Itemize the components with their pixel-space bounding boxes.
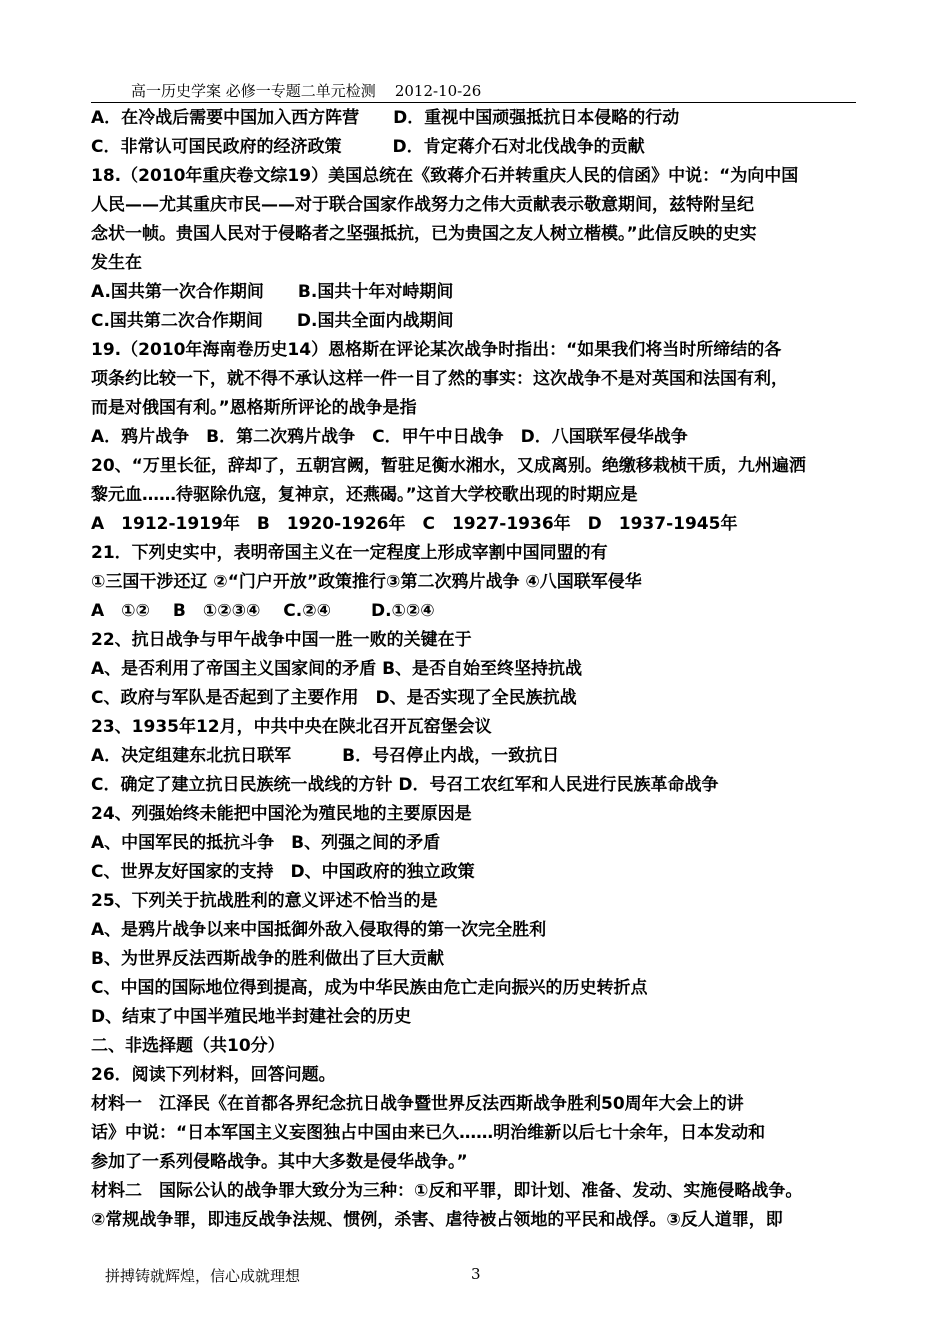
text-line: 项条约比较一下，就不得不承认这样一件一目了然的事实：这次战争不是对英国和法国有利， xyxy=(91,369,788,389)
question-25-stem: 25、下列关于抗战胜利的意义评述不恰当的是 xyxy=(91,891,438,911)
text-line: A．在冷战后需要中国加入西方阵营 D．重视中国顽强抵抗日本侵略的行动 xyxy=(91,108,680,128)
question-18-stem: 18.（2010年重庆卷文综19）美国总统在《致蒋介石并转重庆人民的信函》中说：“为向中国 xyxy=(91,166,799,186)
answer-option: C、中国的国际地位得到提高，成为中华民族由危亡走向振兴的历史转折点 xyxy=(91,978,648,998)
question-26-stem: 26．阅读下列材料，回答问题。 xyxy=(91,1065,336,1085)
text-line: 话》中说：“日本军国主义妄图独占中国由来已久……明治维新以后七十余年，日本发动和 xyxy=(91,1123,766,1143)
answer-option: B、为世界反法西斯战争的胜利做出了巨大贡献 xyxy=(91,949,444,969)
question-19-stem: 19.（2010年海南卷历史14）恩格斯在评论某次战争时指出：“如果我们将当时所缔结的各 xyxy=(91,340,782,360)
footer-motto: 拼搏铸就辉煌，信心成就理想 xyxy=(105,1267,301,1285)
answer-option: A、是鸦片战争以来中国抵御外敌入侵取得的第一次完全胜利 xyxy=(91,920,547,940)
question-23-stem: 23、1935年12月，中共中央在陕北召开瓦窑堡会议 xyxy=(91,717,492,737)
header-title: 高一历史学案 必修一专题二单元检测 2012-10-26 xyxy=(131,82,482,100)
text-line: 发生在 xyxy=(91,253,142,273)
answer-options: A 1912-1919年 B 1920-1926年 C 1927-1936年 D 1937-1945年 xyxy=(91,514,738,534)
answer-options: C、政府与军队是否起到了主要作用 D、是否实现了全民族抗战 xyxy=(91,688,577,708)
page-header xyxy=(91,80,856,103)
answer-options: C．确定了建立抗日民族统一战线的方针 D．号召工农红军和人民进行民族革命战争 xyxy=(91,775,719,795)
answer-options: C、世界友好国家的支持 D、中国政府的独立政策 xyxy=(91,862,475,882)
text-line: 而是对俄国有利。”恩格斯所评论的战争是指 xyxy=(91,398,417,418)
answer-options: A ①② B ①②③④ C.②④ D.①②④ xyxy=(91,601,435,621)
answer-options: A．鸦片战争 B．第二次鸦片战争 C．甲午中日战争 D．八国联军侵华战争 xyxy=(91,427,688,447)
answer-options: A.国共第一次合作期间 B.国共十年对峙期间 xyxy=(91,282,454,302)
answer-options: A、是否利用了帝国主义国家间的矛盾 B、是否自始至终坚持抗战 xyxy=(91,659,583,679)
question-20-stem: 20、“万里长征，辞却了，五朝宫阙，暂驻足衡水湘水，又成离别。绝缴移栽桢干质，九州遍洒 xyxy=(91,456,806,476)
answer-options: C.国共第二次合作期间 D.国共全面内战期间 xyxy=(91,311,454,331)
answer-options: A．决定组建东北抗日联军 B．号召停止内战，一致抗日 xyxy=(91,746,560,766)
text-line: 参加了一系列侵略战争。其中大多数是侵华战争。” xyxy=(91,1152,468,1172)
question-22-stem: 22、抗日战争与甲午战争中国一胜一败的关键在于 xyxy=(91,630,472,650)
text-line: ①三国干涉还辽 ②“门户开放”政策推行③第二次鸦片战争 ④八国联军侵华 xyxy=(91,572,642,592)
section-heading: 二、非选择题（共10分） xyxy=(91,1036,285,1056)
answer-option: D、结束了中国半殖民地半封建社会的历史 xyxy=(91,1007,412,1027)
question-21-stem: 21．下列史实中，表明帝国主义在一定程度上形成宰割中国同盟的有 xyxy=(91,543,608,563)
document-body xyxy=(91,104,861,1235)
text-line: 人民——尤其重庆市民——对于联合国家作战努力之伟大贡献表示敬意期间，兹特附呈纪 xyxy=(91,195,754,215)
material-two: 材料二 国际公认的战争罪大致分为三种：①反和平罪，即计划、准备、发动、实施侵略战争。 xyxy=(91,1181,803,1201)
answer-options: A、中国军民的抵抗斗争 B、列强之间的矛盾 xyxy=(91,833,441,853)
question-24-stem: 24、列强始终未能把中国沦为殖民地的主要原因是 xyxy=(91,804,472,824)
page-number: 3 xyxy=(471,1265,481,1283)
text-line: 念状一帧。贵国人民对于侵略者之坚强抵抗，已为贵国之友人树立楷模。”此信反映的史实 xyxy=(91,224,757,244)
material-one: 材料一 江泽民《在首都各界纪念抗日战争暨世界反法西斯战争胜利50周年大会上的讲 xyxy=(91,1094,744,1114)
text-line: C．非常认可国民政府的经济政策 D．肯定蒋介石对北伐战争的贡献 xyxy=(91,137,645,157)
text-line: ②常规战争罪，即违反战争法规、惯例，杀害、虐待被占领地的平民和战俘。③反人道罪，即 xyxy=(91,1210,783,1230)
text-line: 黎元血……待驱除仇寇，复神京，还燕碣。”这首大学校歌出现的时期应是 xyxy=(91,485,638,505)
